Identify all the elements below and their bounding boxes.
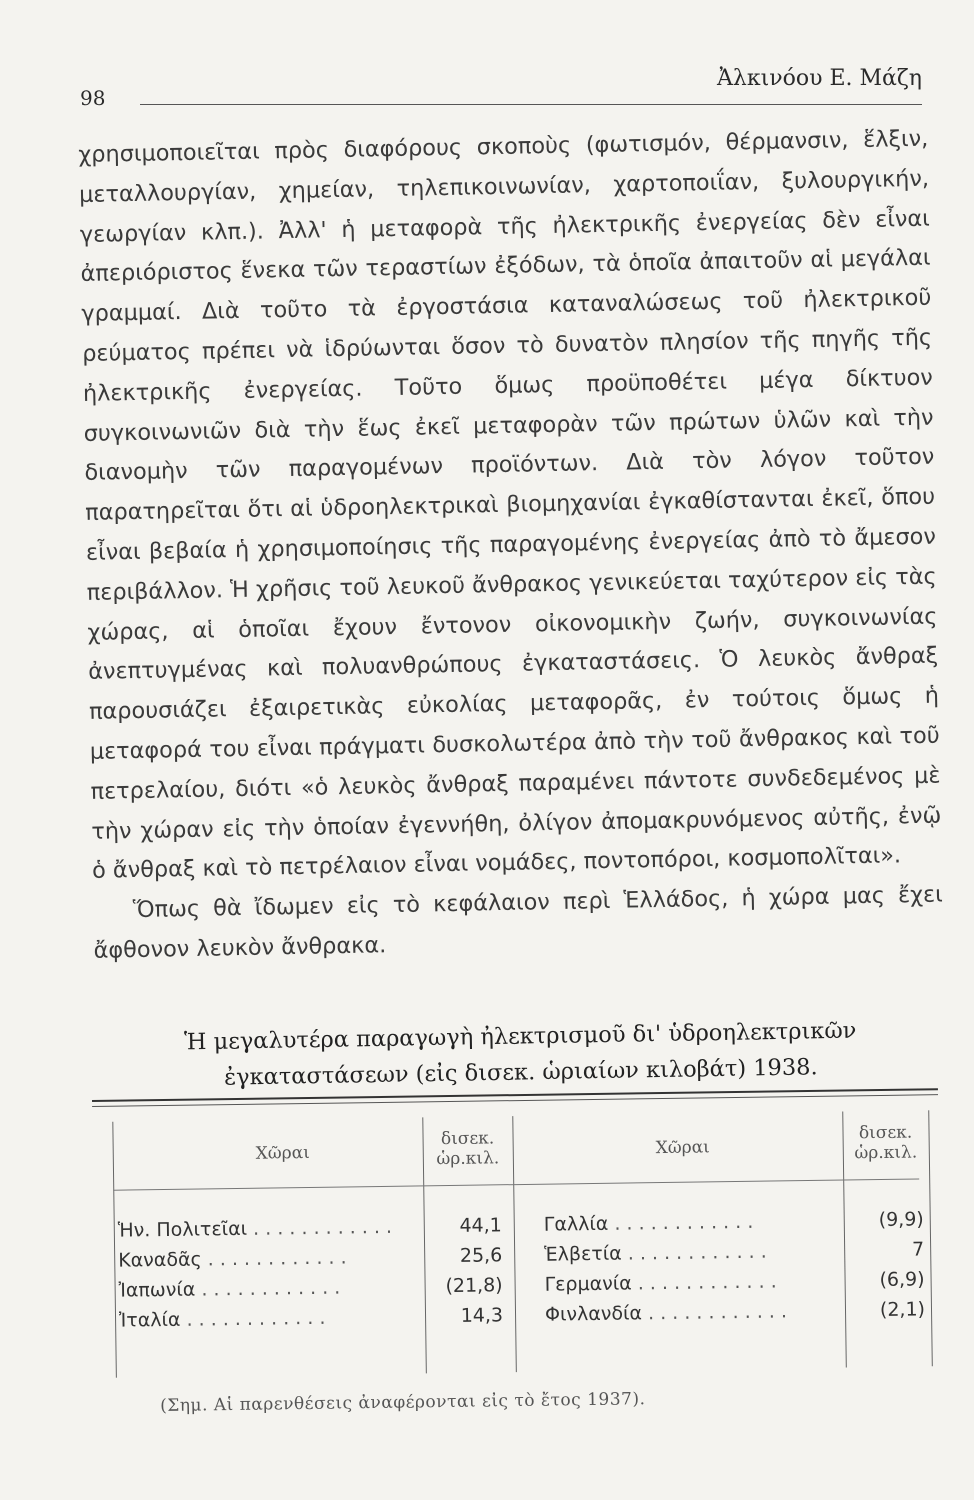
- value-cell: 44,1: [459, 1214, 502, 1237]
- value-cell: 25,6: [459, 1244, 503, 1267]
- header-value-line-2: ὡρ.κιλ.: [854, 1142, 918, 1164]
- header-value-line-1: δισεκ.: [858, 1122, 913, 1144]
- country-cell: Ἑλβετία . . .: [544, 1239, 864, 1265]
- table-title-line-1: Ἡ μεγαλυτέρα παραγωγὴ ἠλεκτρισμοῦ δι' ὑδροηλεκτρικῶν: [183, 1017, 857, 1056]
- page-number: 98: [80, 86, 106, 110]
- country-cell: Καναδᾶς . . .: [118, 1245, 418, 1271]
- value-cell: 14,3: [460, 1304, 504, 1327]
- page-header: [80, 64, 922, 108]
- table-top-rule-thin: [92, 1094, 938, 1107]
- country-cell: Ἰταλία . . .: [119, 1305, 419, 1331]
- value-cell: (6,9): [879, 1268, 925, 1292]
- running-head-author: Ἀλκινόου Ε. Μάζη: [717, 66, 922, 91]
- header-value-right: [842, 1122, 929, 1163]
- country-cell: Γερμανία . . .: [544, 1269, 864, 1295]
- header-rule: [140, 104, 922, 105]
- value-cell: (2,1): [879, 1298, 926, 1322]
- header-countries-right: Χῶραι: [655, 1137, 710, 1159]
- table-title-line-2: ἐγκαταστάσεων (εἰς δισεκ. ὡριαίων κιλοβάτ) 1938.: [223, 1054, 818, 1091]
- paragraph-1: χρησιμοποιεῖται πρὸς διαφόρους σκοποὺς (φωτισμόν, θέρμανσιν, ἕλξιν, μεταλλουργίαν, χημείαν, τηλεπικοινωνίαν, χαρτοποιΐαν, ξυλουργικήν, γεωργίαν κλπ.). Ἀλλ' ἡ μεταφορὰ τῆς ἠλεκτρικῆς ἐνεργείας δὲν εἶναι ἀπεριόριστος ἕνεκα τῶν τεραστίων ἐξόδων, τὰ ὁποῖα ἀπαιτοῦν αἱ μεγάλαι γραμμαί. Διὰ τοῦτο τὰ ἐργοστάσια καταναλώσεως τοῦ ἠλεκτρικοῦ ρεύματος πρέπει νὰ ἱδρύωνται ὅσον τὸ δυνατὸν πλησίον τῆς πηγῆς τῆς ἠλεκτρικῆς ἐνεργείας. Τοῦτο ὅμως προϋποθέτει μέγα δίκτυον συγκοινωνιῶν διὰ τὴν ἕως ἐκεῖ μεταφορὰν τῶν πρώτων ὑλῶν καὶ τὴν διανομὴν τῶν παραγομένων προϊόντων. Διὰ τὸν λόγον τοῦτον παρατηρεῖται ὅτι αἱ ὑδροηλεκτρικαὶ βιομηχανίαι ἐγκαθίστανται ἐκεῖ, ὅπου εἶναι βεβαία ἡ χρησιμοποίησις τῆς παραγομένης ἐνεργείας ἀπὸ τὸ ἄμεσον περιβάλλον. Ἡ χρῆσις τοῦ λευκοῦ ἄνθρακος γενικεύεται ταχύτερον εἰς τὰς χώρας, αἱ ὁποῖαι ἔχουν ἔντονον οἰκονομικὴν ζωήν, συγκοινωνίας ἀνεπτυγμένας καὶ πολυανθρώπους ἐγκαταστάσεις. Ὁ λευκὸς ἄνθραξ παρουσιάζει ἐξαιρετικὰς εὐκολίας μεταφορᾶς, ἐν τούτοις ὅμως ἡ μεταφορά του εἶναι πράγματι δυσκολωτέρα ἀπὸ τὴν τοῦ ἄνθρακος καὶ τοῦ πετρελαίου, διότι «ὁ λευκὸς ἄνθραξ παραμένει πάντοτε συνδεδεμένος μὲ τὴν χώραν εἰς τὴν ὁποίαν ἐγεννήθη, ὀλίγον ἀπομακρυνόμενος αὐτῆς, ἐνῷ ὁ ἄνθραξ καὶ τὸ πετρέλαιον εἶναι νομάδες, ποντοπόροι, κοσμοπολῖται».: [78, 125, 942, 885]
- country-cell: Γαλλία . . .: [544, 1209, 864, 1235]
- country-cell: Φινλανδία . . .: [545, 1299, 865, 1325]
- header-value-line-1: δισεκ.: [440, 1128, 495, 1150]
- table-title: [90, 1011, 951, 1098]
- body-text: [78, 120, 944, 972]
- value-cell: (9,9): [878, 1208, 924, 1232]
- header-value-line-2: ὡρ.κιλ.: [436, 1148, 500, 1170]
- paragraph-2: Ὅπως θὰ ἴδωμεν εἰς τὸ κεφάλαιον περὶ Ἑλλάδος, ἡ χώρα μας ἔχει ἄφθονον λευκὸν ἄνθρακα.: [93, 881, 943, 964]
- header-value-left: [422, 1128, 513, 1169]
- production-table: [92, 1088, 942, 1388]
- country-cell: Ἡν. Πολιτεῖαι . . .: [118, 1215, 418, 1241]
- country-cell: Ἰαπωνία . . .: [119, 1275, 419, 1301]
- table-header-rule: [113, 1178, 919, 1190]
- header-countries-left: Χῶραι: [255, 1142, 310, 1164]
- table-footnote: (Σημ. Αἱ παρενθέσεις ἀναφέρονται εἰς τὸ ἔτος 1937).: [160, 1389, 646, 1416]
- value-cell: 7: [911, 1238, 925, 1261]
- value-cell: (21,8): [445, 1274, 503, 1298]
